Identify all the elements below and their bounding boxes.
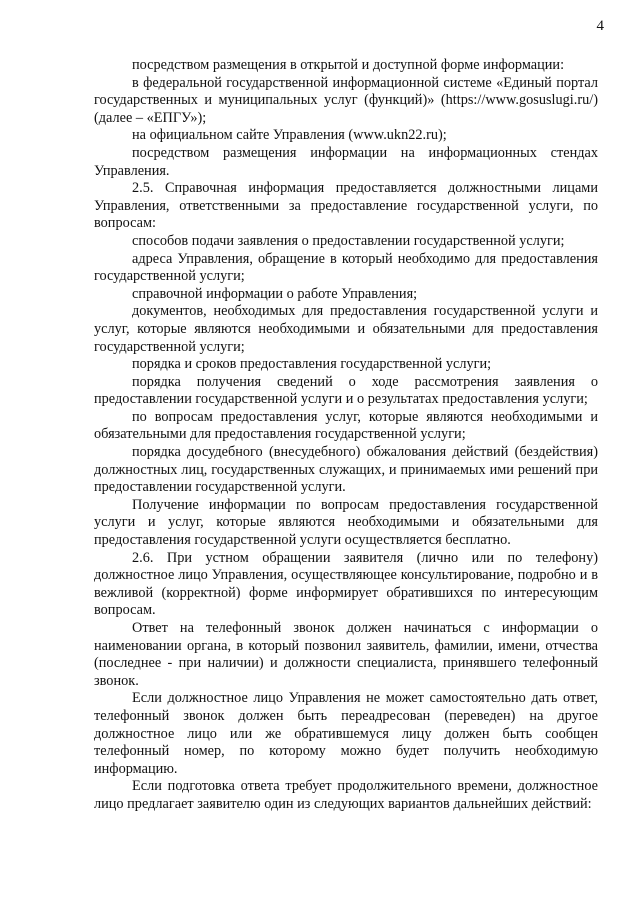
paragraph: Ответ на телефонный звонок должен начинаться с информации о наименовании органа, в который позвонил заявитель, фамилии, имени, отчества (последнее - при наличии) и должности специалиста, принявшего телефонный звонок.: [94, 620, 598, 689]
paragraph: посредством размещения в открытой и доступной форме информации:: [132, 57, 565, 73]
paragraph: на официальном сайте Управления (www.ukn22.ru);: [132, 127, 447, 144]
paragraph: 2.5. Справочная информация предоставляется должностными лицами Управления, ответственными за предоставление государственной услуги, по вопросам:: [94, 180, 598, 232]
paragraph: документов, необходимых для предоставления государственной услуги и услуг, которые являются необходимыми и обязательными для предоставления государственной услуги;: [94, 303, 598, 355]
paragraph: Если должностное лицо Управления не может самостоятельно дать ответ, телефонный звонок должен быть переадресован (переведен) на другое должностное лицо или же обратившемуся лицу должен быть сообщен телефонный номер, по которому можно будет получить необходимую информацию.: [94, 690, 598, 777]
paragraph: Если подготовка ответа требует продолжительного времени, должностное лицо предлагает заявителю один из следующих вариантов дальнейших действий:: [94, 778, 598, 812]
paragraph: порядка досудебного (внесудебного) обжалования действий (бездействия) должностных лиц, государственных служащих, и принимаемых ими решений при предоставлении государственной услуги.: [94, 444, 598, 496]
paragraph: порядка и сроков предоставления государственной услуги;: [132, 356, 492, 373]
paragraph: способов подачи заявления о предоставлении государственной услуги;: [132, 232, 565, 249]
paragraph: адреса Управления, обращение в который необходимо для предоставления государственной услуги;: [94, 250, 598, 285]
document-body: [94, 57, 598, 814]
paragraph: порядка получения сведений о ходе рассмотрения заявления о предоставлении государственной услуги и о результатах предоставления услуги;: [94, 373, 598, 408]
paragraph: посредством размещения информации на информационных стендах Управления.: [94, 144, 598, 179]
paragraph: справочной информации о работе Управления;: [132, 285, 418, 302]
paragraph: Получение информации по вопросам предоставления государственной услуги и услуг, которые являются необходимыми и обязательными для предоставления государственной услуги осуществляется бесплатно.: [94, 496, 598, 549]
paragraph: в федеральной государственной информационной системе «Единый портал государственных и муниципальных услуг (функций)» (https://www.gosuslugi.ru/) (далее – «ЕПГУ»);: [94, 74, 598, 126]
paragraph: по вопросам предоставления услуг, которые являются необходимыми и обязательными для предоставления государственной услуги;: [94, 408, 598, 443]
paragraph: 2.6. При устном обращении заявителя (лично или по телефону) должностное лицо Управления, осуществляющее консультирование, подробно и в вежливой (корректной) форме информирует обратившихся по интересующим вопросам.: [94, 549, 598, 619]
page-number: 4: [596, 18, 604, 34]
